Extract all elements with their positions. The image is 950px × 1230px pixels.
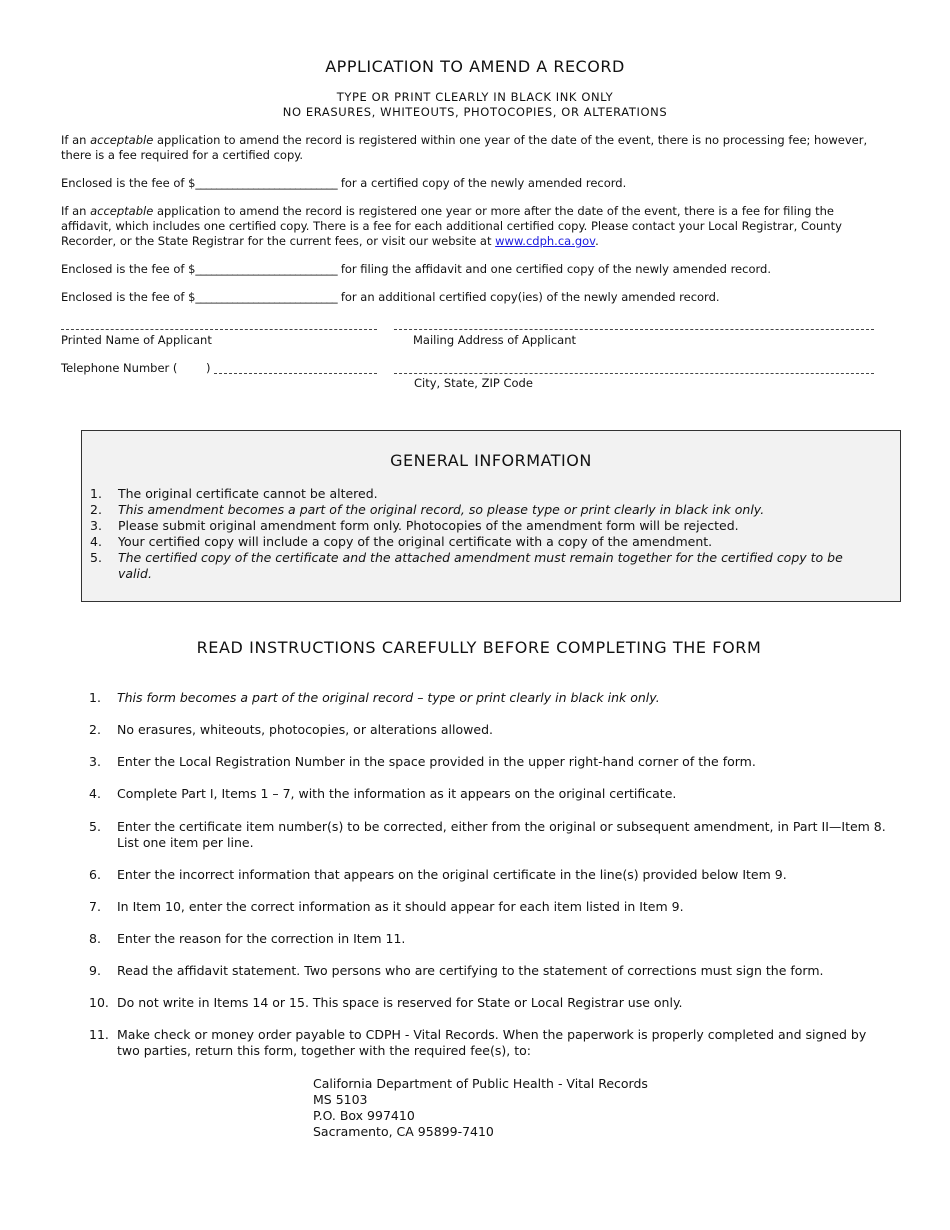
instruction-item: 9. Read the affidavit statement. Two persons who are certifying to the statement of corrections must sign the form. [89,963,824,978]
form-subtitle-ink: TYPE OR PRINT CLEARLY IN BLACK INK ONLY [336,90,614,104]
telephone-line[interactable] [214,373,377,374]
city-state-zip-line[interactable] [394,373,874,374]
fee-line-affidavit[interactable]: Enclosed is the fee of $___________________________ for filing the affidavit and one certified copy of the newly amended record. [61,262,771,276]
instruction-item: 5. Enter the certificate item number(s) to be corrected, either from the original or subsequent amendment, in Part II—Item 8. List one item per line. [89,819,886,850]
general-information-box [81,430,901,602]
mailing-address-line[interactable] [394,329,874,330]
website-link[interactable]: www.cdph.ca.gov [495,234,596,248]
printed-name-line[interactable] [61,329,377,330]
address-line: California Department of Public Health - Vital Records [313,1076,648,1091]
fee-paragraph-after-year: If an acceptable application to amend the record is registered one year or more after the date of the event, there is a fee for filing the affidavit, which includes one certified copy. There is a fee for each additional certified copy. Please contact your Local Registrar, County Recorder, or the State Registrar for the current fees, or visit our website at www.cdph.ca.gov. [61,204,842,248]
fee-line-additional-copy[interactable]: Enclosed is the fee of $___________________________ for an additional certified copy(ies) of the newly amended record. [61,290,720,304]
instruction-item: 6. Enter the incorrect information that appears on the original certificate in the line(s) provided below Item 9. [89,867,787,882]
telephone-label: Telephone Number ( [61,361,178,375]
list-item: 1. The original certificate cannot be altered. [90,486,378,501]
instruction-item: 3. Enter the Local Registration Number in the space provided in the upper right-hand corner of the form. [89,754,756,769]
form-title: APPLICATION TO AMEND A RECORD [325,57,625,76]
list-item: 3. Please submit original amendment form only. Photocopies of the amendment form will be rejected. [90,518,739,533]
instruction-item: 10. Do not write in Items 14 or 15. This space is reserved for State or Local Registrar use only. [89,995,683,1010]
address-line: MS 5103 [313,1092,368,1107]
fee-line-certified-copy[interactable]: Enclosed is the fee of $___________________________ for a certified copy of the newly amended record. [61,176,627,190]
instruction-item: 1. This form becomes a part of the original record – type or print clearly in black ink only. [89,690,660,705]
instruction-item: 2. No erasures, whiteouts, photocopies, or alterations allowed. [89,722,493,737]
list-item: 5. The certified copy of the certificate and the attached amendment must remain together for the certified copy to be valid. [90,550,843,581]
instruction-item: 7. In Item 10, enter the correct information as it should appear for each item listed in Item 9. [89,899,684,914]
address-line: Sacramento, CA 95899-7410 [313,1124,494,1139]
general-information-list [90,486,880,582]
form-subtitle-restrictions: NO ERASURES, WHITEOUTS, PHOTOCOPIES, OR ALTERATIONS [282,105,668,119]
telephone-close-paren: ) [206,361,211,375]
list-item: 2. This amendment becomes a part of the original record, so please type or print clearly in black ink only. [90,502,765,517]
mailing-address-block [313,1076,648,1140]
instructions-title: READ INSTRUCTIONS CAREFULLY BEFORE COMPLETING THE FORM [196,638,762,657]
instruction-item: 8. Enter the reason for the correction in Item 11. [89,931,406,946]
mailing-address-label: Mailing Address of Applicant [413,333,577,347]
instruction-item: 4. Complete Part I, Items 1 – 7, with the information as it appears on the original certificate. [89,786,677,801]
list-item: 4. Your certified copy will include a copy of the original certificate with a copy of the amendment. [90,534,713,549]
city-state-zip-label: City, State, ZIP Code [414,376,533,390]
general-information-title: GENERAL INFORMATION [390,451,592,470]
instruction-item: 11. Make check or money order payable to CDPH - Vital Records. When the paperwork is properly completed and signed by two parties, return this form, together with the required fee(s), to: [89,1027,867,1058]
fee-paragraph-within-year: If an acceptable application to amend the record is registered within one year of the date of the event, there is no processing fee; however, there is a fee required for a certified copy. [61,133,868,162]
printed-name-label: Printed Name of Applicant [61,333,212,347]
address-line: P.O. Box 997410 [313,1108,415,1123]
